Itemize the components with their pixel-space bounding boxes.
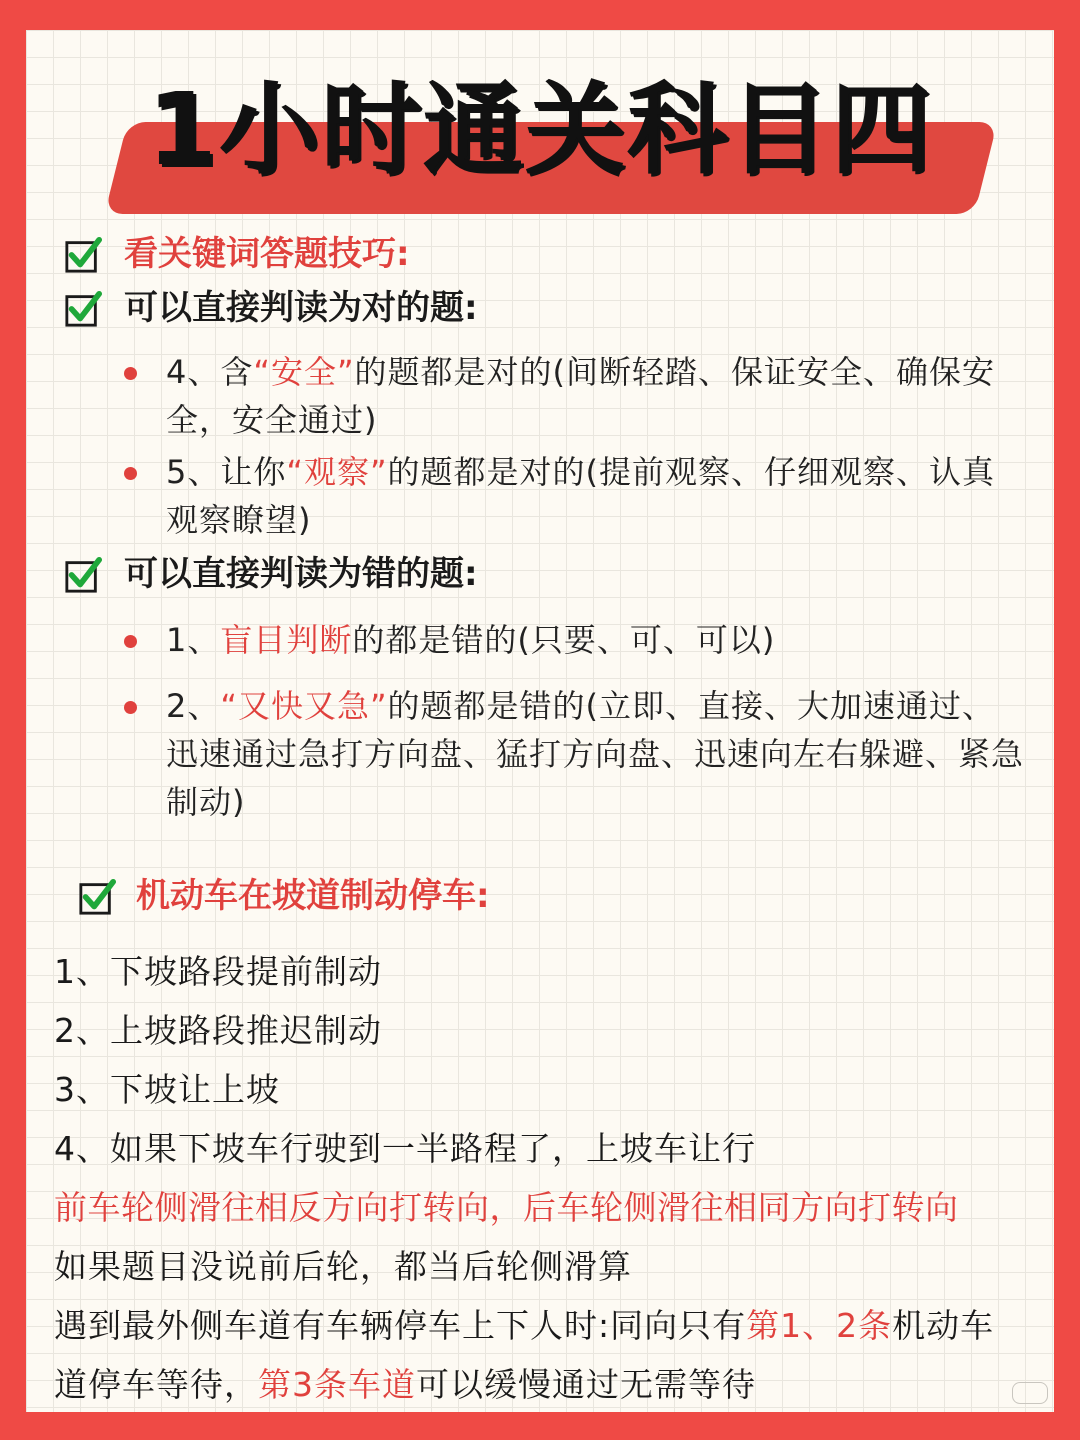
section-heading-wrong: 可以直接判读为错的题: xyxy=(124,554,478,594)
slope-rule-2: 2、上坡路段推迟制动 xyxy=(54,1011,382,1050)
slope-rule-4: 4、如果下坡车行驶到一半路程了，上坡车让行 xyxy=(54,1129,756,1168)
bullet-dot xyxy=(124,467,137,480)
checkbox-checked-icon xyxy=(78,878,116,916)
list-item: 1、盲目判断的都是错的(只要、可、可以) xyxy=(166,621,776,659)
bullet-dot xyxy=(124,701,137,714)
list-item: 2、“又快又急”的题都是错的(立即、直接、大加速通过、迅速通过急打方向盘、猛打方向盘、迅速向左右躲避、紧急制动) xyxy=(166,687,1025,821)
section-heading-slope: 机动车在坡道制动停车: xyxy=(136,876,490,916)
skid-rule: 前车轮侧滑往相反方向打转向，后车轮侧滑往相同方向打转向 xyxy=(54,1188,959,1227)
checkbox-checked-icon xyxy=(64,556,102,594)
lane-rule-line2: 道停车等待，第3条车道可以缓慢通过无需等待 xyxy=(54,1365,756,1404)
lane-rule-line1: 遇到最外侧车道有车辆停车上下人时:同向只有第1、2条机动车 xyxy=(54,1306,995,1345)
note-card xyxy=(26,30,1054,1412)
slope-rule-1: 1、下坡路段提前制动 xyxy=(54,952,382,991)
bullet-dot xyxy=(124,367,137,380)
checkbox-checked-icon xyxy=(64,290,102,328)
section-heading-tips: 看关键词答题技巧: xyxy=(124,234,410,274)
skid-note: 如果题目没说前后轮，都当后轮侧滑算 xyxy=(54,1247,632,1286)
list-item: 5、让你“观察”的题都是对的(提前观察、仔细观察、认真观察瞭望) xyxy=(166,453,996,539)
list-item: 4、含“安全”的题都是对的(间断轻踏、保证安全、确保安全，安全通过) xyxy=(166,353,996,439)
checkbox-checked-icon xyxy=(64,236,102,274)
page-title: 1小时通关科目四 xyxy=(147,71,933,188)
slope-rule-3: 3、下坡让上坡 xyxy=(54,1070,280,1109)
section-heading-correct: 可以直接判读为对的题: xyxy=(124,288,478,328)
bullet-dot xyxy=(124,635,137,648)
watermark-logo xyxy=(1012,1382,1048,1404)
